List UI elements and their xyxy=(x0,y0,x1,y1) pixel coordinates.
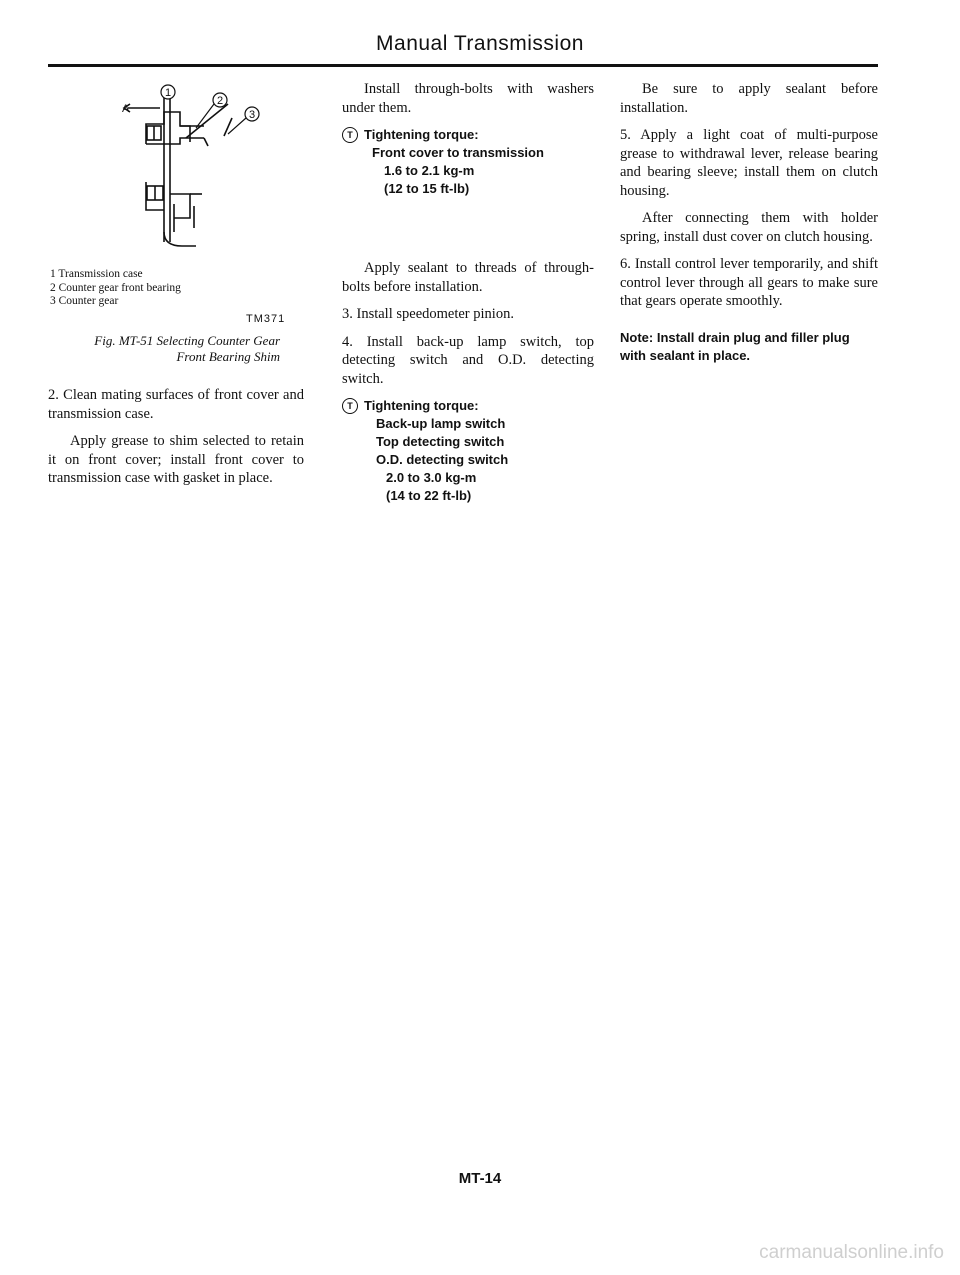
paragraph: After connecting them with holder spring, install dust cover on clutch housing. xyxy=(620,210,878,245)
header-rule xyxy=(48,64,878,67)
legend-item: 3 Counter gear xyxy=(50,295,119,307)
page-number: MT-14 xyxy=(458,1170,502,1187)
torque-heading: Tightening torque: xyxy=(364,398,479,413)
callout-1: 1 xyxy=(164,87,172,99)
figure-caption-line2: Front Bearing Shim xyxy=(176,349,280,364)
paragraph: 4. Install back-up lamp switch, top detecting switch and O.D. detecting switch. xyxy=(342,333,594,387)
note: Note: Install drain plug and filler plug with sealant in place. xyxy=(620,329,850,363)
paragraph: 6. Install control lever temporarily, and shift control lever through all gears to make sure that gears operate smoothly. xyxy=(620,256,878,309)
paragraph: Be sure to apply sealant before installation. xyxy=(620,81,878,116)
torque-line: (12 to 15 ft-lb) xyxy=(384,181,470,196)
paragraph: Apply sealant to threads of through-bolts before installation. xyxy=(342,260,594,295)
column-1 xyxy=(48,386,304,497)
counter-gear-shim-diagram xyxy=(120,82,290,262)
callout-2: 2 xyxy=(216,95,224,107)
torque-line: 2.0 to 3.0 kg-m xyxy=(386,470,477,485)
paragraph: Apply grease to shim selected to retain it on front cover; install front cover to transmission case with gasket in place. xyxy=(48,433,304,486)
paragraph: 5. Apply a light coat of multi-purpose grease to withdrawal lever, release bearing and bearing sleeve; install them on clutch housing. xyxy=(620,127,878,199)
column-2 xyxy=(342,80,594,514)
torque-line: (14 to 22 ft-lb) xyxy=(386,488,472,503)
torque-line: O.D. detecting switch xyxy=(376,452,509,467)
torque-wrench-icon: T xyxy=(342,127,358,143)
page-header-title: Manual Transmission xyxy=(376,32,584,55)
figure-caption xyxy=(60,333,280,365)
torque-wrench-icon: T xyxy=(342,398,358,414)
callout-a: A xyxy=(122,103,130,115)
torque-heading: Tightening torque: xyxy=(364,127,479,142)
torque-spec-front-cover xyxy=(342,126,594,198)
figure-code: TM371 xyxy=(246,313,286,325)
figure-caption-line1: Fig. MT-51 Selecting Counter Gear xyxy=(94,333,280,348)
paragraph: 3. Install speedometer pinion. xyxy=(342,306,514,322)
column-3 xyxy=(620,80,878,375)
torque-line: Back-up lamp switch xyxy=(376,416,506,431)
legend-item: 1 Transmission case xyxy=(50,268,143,280)
paragraph: 2. Clean mating surfaces of front cover and transmission case. xyxy=(48,387,304,422)
callout-3: 3 xyxy=(248,109,256,121)
legend-item: 2 Counter gear front bearing xyxy=(50,281,181,294)
figure-legend xyxy=(50,268,290,309)
paragraph: Install through-bolts with washers under them. xyxy=(342,81,594,116)
torque-line: 1.6 to 2.1 kg-m xyxy=(384,163,475,178)
torque-line: Front cover to transmission xyxy=(372,145,544,160)
torque-spec-switches xyxy=(342,397,594,505)
torque-line: Top detecting switch xyxy=(376,434,505,449)
site-watermark: carmanualsonline.info xyxy=(759,1242,944,1263)
